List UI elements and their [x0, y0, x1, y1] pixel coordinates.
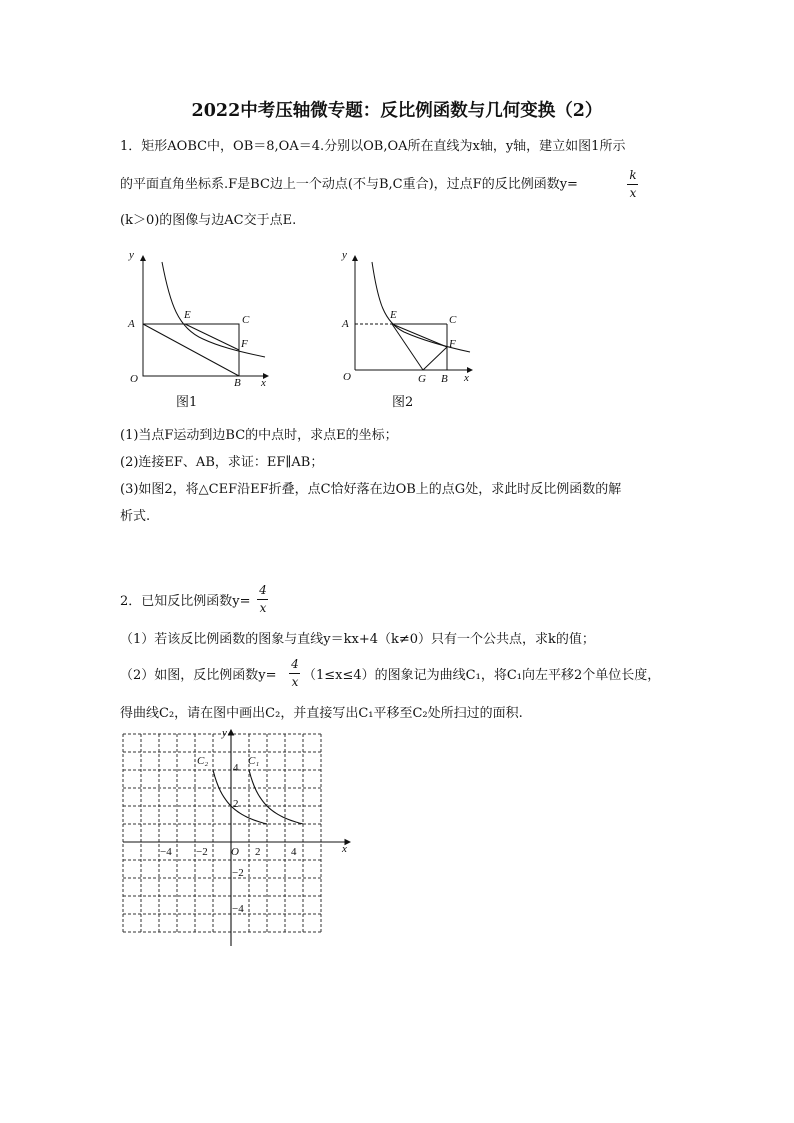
label-f: F	[241, 338, 248, 350]
label-x: x	[464, 372, 469, 384]
q2-frac-den: x	[259, 601, 267, 615]
curve-c1	[249, 770, 303, 824]
label-g: G	[418, 373, 426, 385]
q1-sub3b: 析式.	[120, 509, 151, 524]
ytick-2: 2	[233, 798, 239, 810]
q2-sub1: （1）若该反比例函数的图象与直线y＝kx+4（k≠0）只有一个公共点，求k的值；	[120, 632, 595, 647]
fig2-caption: 图2	[392, 395, 414, 410]
ytick-neg4: −4	[232, 903, 244, 915]
label-c1: C₁	[248, 755, 260, 767]
figure-1	[118, 244, 278, 389]
q1-line2: 的平面直角坐标系.F是BC边上一个动点(不与B,C重合)，过点F的反比例函数y=	[120, 177, 578, 192]
ytick-4: 4	[233, 762, 239, 774]
q2-frac-bar	[257, 599, 268, 600]
q1-frac-bar	[627, 184, 638, 185]
curve-c2	[213, 770, 267, 824]
q2-frac-num: 4	[259, 583, 267, 597]
label-o: O	[231, 846, 239, 858]
label-y: y	[342, 249, 347, 261]
figure-grid	[118, 724, 363, 954]
label-f: F	[449, 338, 456, 350]
label-a: A	[342, 318, 349, 330]
label-b: B	[234, 377, 241, 389]
xtick-neg2: −2	[196, 846, 208, 858]
q1-line3: (k＞0)的图像与边AC交于点E.	[120, 213, 297, 228]
segment-ef	[185, 324, 239, 350]
label-o: O	[130, 373, 138, 385]
q2-sub2c: 得曲线C₂，请在图中画出C₂，并直接写出C₁平移至C₂处所扫过的面积.	[120, 706, 523, 721]
q1-frac-num: k	[629, 168, 637, 182]
ytick-neg2: −2	[232, 867, 244, 879]
label-b: B	[441, 373, 448, 385]
label-x: x	[261, 377, 266, 389]
dashed-grid	[123, 734, 321, 932]
q2-sub2a: （2）如图，反比例函数y=	[120, 668, 277, 683]
label-y: y	[129, 249, 134, 261]
label-c: C	[242, 314, 250, 326]
fig1-caption: 图1	[176, 395, 198, 410]
label-c2: C₂	[197, 755, 209, 767]
q2-line1: 2．已知反比例函数y=	[120, 594, 251, 609]
q1-frac-den: x	[629, 186, 637, 200]
q1-sub1: (1)当点F运动到边BC的中点时，求点E的坐标；	[120, 428, 398, 443]
label-e: E	[184, 309, 191, 321]
q1-sub2: (2)连接EF、AB，求证：EF∥AB；	[120, 455, 324, 470]
segment-gf	[423, 347, 447, 370]
page-title: 2022中考压轴微专题：反比例函数与几何变换（2）	[191, 101, 603, 121]
label-c: C	[449, 314, 457, 326]
q2-sub2b: （1≤x≤4）的图象记为曲线C₁，将C₁向左平移2个单位长度，	[303, 668, 661, 683]
label-x: x	[342, 843, 347, 855]
xtick-neg4: −4	[160, 846, 172, 858]
q2-sub2-frac-num: 4	[291, 657, 299, 671]
q2-sub2-frac-bar	[289, 673, 300, 674]
xtick-4: 4	[291, 846, 297, 858]
label-y: y	[222, 727, 227, 739]
q1-line1: 1．矩形AOBC中，OB＝8,OA＝4.分别以OB,OA所在直线为x轴，y轴，建立如图1所示	[120, 139, 626, 154]
label-a: A	[128, 318, 135, 330]
xtick-2: 2	[255, 846, 261, 858]
label-e: E	[390, 309, 397, 321]
figure-2	[332, 244, 482, 389]
label-o: O	[343, 371, 351, 383]
q2-sub2-frac-den: x	[291, 675, 299, 689]
q1-sub3a: (3)如图2，将△CEF沿EF折叠，点C恰好落在边OB上的点G处，求此时反比例函数的解	[120, 482, 622, 497]
